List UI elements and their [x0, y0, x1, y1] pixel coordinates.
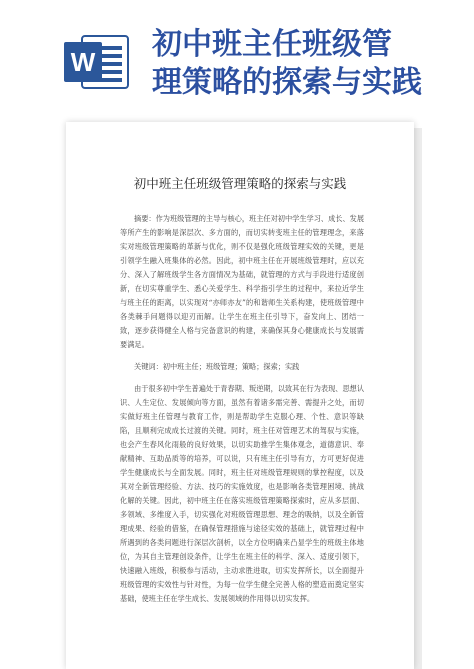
document-page [66, 122, 414, 669]
document-title: 初中班主任班级管理策略的探索与实践 [133, 176, 347, 191]
svg-text:W: W [70, 47, 96, 77]
abstract-paragraph: 摘要：作为班级管理的主导与核心，班主任对初中学生学习、成长、发展等所产生的影响是深层次、多方面的，而切实转变班主任的管理理念，来落实对班级管理策略的革新与优化，则不仅是强化班级管理实效的关键，更是引领学生融入班集体的必然。因此，初中班主任在开展班级管理时，应以充分、深入了解班级学生各方面情况为基础，就管理的方式与手段进行适度创新，在切实尊重学生、悉心关爱学生、科学指引学生的过程中，来拉近学生与班主任的距离，以实现对“亦师亦友”的和谐师生关系构建，使班级管理中各类棘手问题得以迎刃而解。让学生在班主任引导下，奋发向上、团结一致，逐步获得健全人格与完备意识的构建，来确保其身心健康成长与发展需要满足。 [120, 214, 365, 349]
cover-title-line-1: 初中班主任班级管 [152, 27, 392, 62]
word-document-icon [62, 32, 132, 92]
cover-title [152, 26, 462, 102]
keywords-line: 关键词：初中班主任；班级管理；策略；探索；实践 [134, 362, 300, 371]
document-body [120, 212, 364, 606]
body-paragraph: 由于很多初中学生普遍处于青春期、叛逆期，以致其在行为表现、思想认识、人生定位、发展倾向等方面，虽然有着诸多需完善、需提升之处，而切实做好班主任管理与教育工作，则是帮助学生克服心理、个性、意识等缺陷，且顺利完成成长过渡的关键。同时，班主任对管理艺术的驾驭与实施，也会产生春风化雨般的良好效果，以切实助推学生集体观念，道德意识、奉献精神、互助品质等的培养，可以说，只有班主任引导有方，方可更好促进学生健康成长与全面发展。同时，班主任对班级管理规则的掌控程度，以及其对全新管理经验、方法、技巧的实施效度，也是影响各类管理困境、挑战化解的关键。因此，初中班主任在落实班级管理策略探索时，应从多层面、多领域、多维度入手，切实强化对班级管理思想、理念的吸纳，以及全新管理成果、经验的借鉴，在确保管理措施与途径实效的基础上，就管理过程中所遇到的各类问题进行深层次剖析，以全方位明确来凸显学生的班级主体地位，为其自主管理创设条件，让学生在班主任的科学、深入、适度引领下，快速融入班级，积极参与活动，主动求胜进取，切实发挥所长，以全面提升班级管理的实效性与针对性，为每一位学生健全完善人格的塑造而奠定坚实基础，使班主任在学生成长、发展领域的作用得以切实发挥。 [120, 384, 365, 603]
cover-header [0, 0, 474, 110]
cover-title-line-2: 理策略的探索与实践 [152, 65, 422, 100]
